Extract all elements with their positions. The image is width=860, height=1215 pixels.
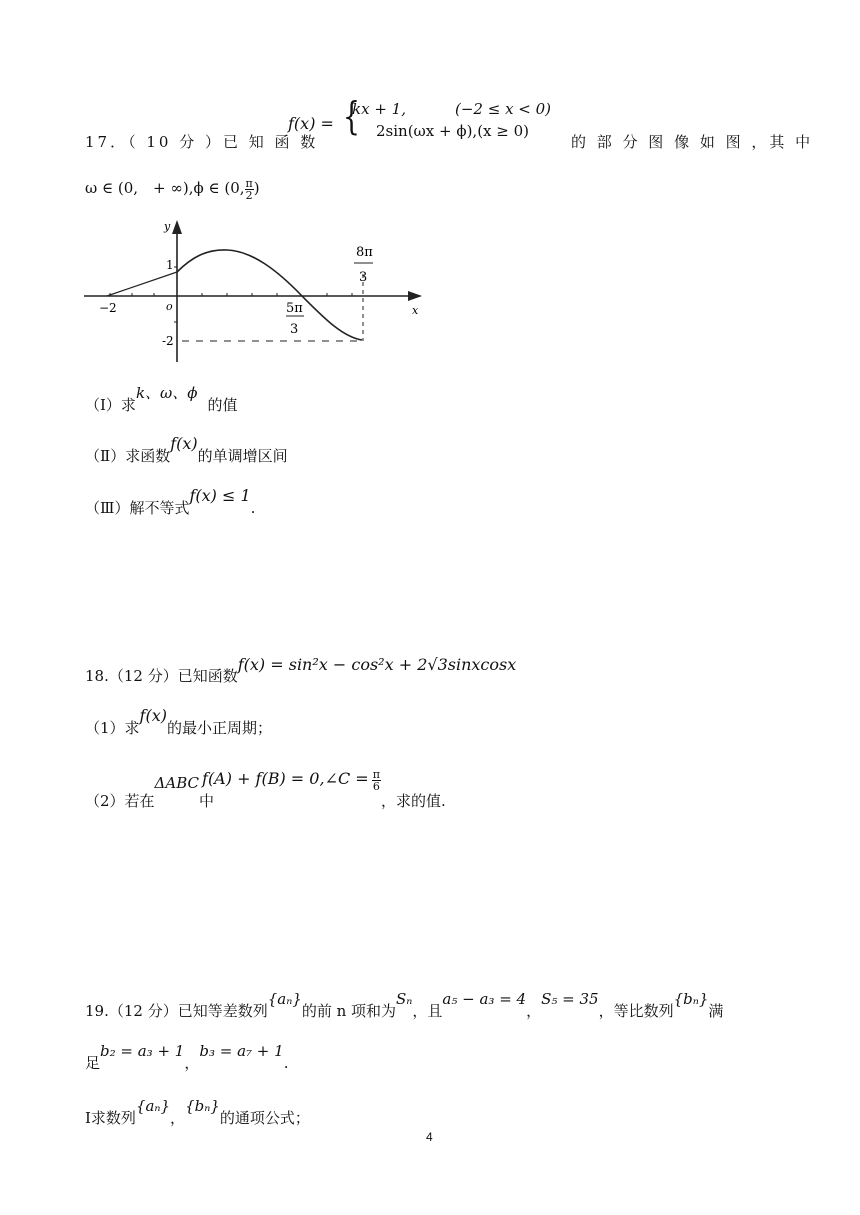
q17-part3-math: f(x) ≤ 1 bbox=[189, 486, 251, 505]
q19-comma1: ， bbox=[526, 1002, 542, 1020]
q18-part2-suffix: ，求的值. bbox=[380, 792, 446, 810]
q17-domain-text: ω ∈ (0, + ∞),ϕ ∈ (0, bbox=[85, 179, 245, 197]
tick-neg2-label: −2 bbox=[99, 301, 117, 315]
q17-part1-suffix: 的值 bbox=[207, 396, 238, 414]
q19-seq-a: {aₙ} bbox=[267, 990, 302, 1008]
q18-frac-num: π bbox=[372, 767, 380, 781]
q19-cond4: b₃ = a₇ + 1 bbox=[199, 1042, 284, 1060]
q17-prefix: 17．（ 10 分 ）已 知 函 数 bbox=[85, 133, 319, 151]
q17-part3-prefix: （Ⅲ）解不等式 bbox=[85, 499, 190, 517]
q18-part1-suffix: 的最小正周期； bbox=[166, 719, 272, 737]
q17-suffix: 的 部 分 图 像 如 图 ，其 中 bbox=[571, 133, 814, 151]
y-axis-label: y bbox=[164, 220, 171, 233]
q19-cond3: b₂ = a₃ + 1 bbox=[100, 1042, 185, 1060]
q17-close: ) bbox=[253, 179, 260, 197]
q19-part1-suffix: 的通项公式； bbox=[219, 1109, 310, 1127]
origin-label: o bbox=[166, 300, 173, 313]
q17-part1 bbox=[85, 384, 238, 415]
q17-brace: { bbox=[343, 94, 360, 138]
q17-part2-math: f(x) bbox=[170, 434, 198, 453]
q18-part2-math: f(A) + f(B) = 0,∠C = bbox=[202, 769, 369, 788]
q17-part2-prefix: （Ⅱ）求函数 bbox=[85, 447, 171, 465]
q17-part3-suffix: . bbox=[250, 499, 256, 517]
y-axis-arrow bbox=[172, 220, 182, 234]
q19-period: . bbox=[283, 1054, 289, 1072]
q18-part2-triangle: ΔABC bbox=[154, 774, 199, 792]
q19-part1-comma: ， bbox=[170, 1109, 186, 1127]
q19-prefix: 19.（12 分）已知等差数列 bbox=[85, 1002, 268, 1020]
q18-part2 bbox=[85, 767, 446, 814]
q18-prefix: 18.（12 分）已知函数 bbox=[85, 667, 238, 685]
q17-case2-expr: 2sin(ωx + ϕ),(x ≥ 0) bbox=[376, 122, 530, 140]
sine-curve bbox=[177, 250, 362, 340]
page-number: 4 bbox=[426, 1130, 433, 1144]
q19-mid3: ，等比数列 bbox=[598, 1002, 674, 1020]
q19-part1-prefix: Ⅰ求数列 bbox=[85, 1109, 136, 1127]
x-axis-arrow bbox=[408, 291, 422, 301]
tick-neg2-y-label: -2 bbox=[162, 334, 174, 348]
q17-domain bbox=[85, 177, 260, 201]
q17-case1-cond: (−2 ≤ x < 0) bbox=[455, 100, 552, 118]
q17-graph bbox=[82, 212, 432, 367]
q19-mid1: 的前 n 项和为 bbox=[301, 1002, 397, 1020]
tick-1-label: 1 bbox=[166, 258, 174, 272]
q19-seq-b: {bₙ} bbox=[673, 990, 709, 1008]
q19-line2-start: 足 bbox=[85, 1054, 101, 1072]
q17-part1-math: k、ω、ϕ bbox=[135, 384, 198, 402]
tick-5pi-num: 5π bbox=[286, 301, 303, 316]
q19-sum-s: Sₙ bbox=[396, 990, 413, 1008]
q18-header bbox=[85, 655, 517, 686]
q18-part1-math: f(x) bbox=[139, 706, 167, 725]
q19-mid2: ，且 bbox=[412, 1002, 443, 1020]
tick-5pi-den: 3 bbox=[290, 322, 299, 337]
q19-cond2: S₅ = 35 bbox=[541, 990, 599, 1008]
q17-pi-den: 2 bbox=[245, 188, 253, 202]
q19-part1-seq-a: {aₙ} bbox=[135, 1097, 171, 1115]
q18-formula: f(x) = sin²x − cos²x + 2√3sinxcosx bbox=[237, 655, 517, 674]
linear-segment bbox=[107, 272, 177, 296]
tick-8pi-num: 8π bbox=[356, 245, 373, 260]
q19-line1 bbox=[85, 990, 724, 1021]
x-axis-label: x bbox=[412, 304, 419, 317]
q19-line2 bbox=[85, 1042, 289, 1073]
q19-part1 bbox=[85, 1097, 310, 1128]
q19-part1-seq-b: {bₙ} bbox=[185, 1097, 220, 1115]
q17-pi-num: π bbox=[245, 176, 253, 190]
q17-part3 bbox=[85, 486, 256, 518]
q19-comma2: ， bbox=[184, 1054, 200, 1072]
q18-pi-over-6 bbox=[372, 769, 381, 792]
q17-part2-suffix: 的单调增区间 bbox=[197, 447, 288, 465]
q17-part2 bbox=[85, 434, 288, 466]
q17-pi-over-2 bbox=[245, 178, 254, 201]
q18-frac-den: 6 bbox=[372, 779, 380, 793]
q18-part1 bbox=[85, 706, 272, 738]
q17-fx-lhs: f(x) = bbox=[288, 114, 334, 133]
q18-part2-prefix: （2）若在 bbox=[85, 792, 155, 810]
q18-part2-mid: 中 bbox=[199, 792, 215, 810]
q19-cond1: a₅ − a₃ = 4 bbox=[442, 990, 527, 1008]
tick-8pi-den: 3 bbox=[359, 270, 368, 285]
q17-case1-expr: kx + 1, bbox=[352, 100, 406, 118]
q18-part1-prefix: （1）求 bbox=[85, 719, 140, 737]
q17-part1-prefix: （Ⅰ）求 bbox=[85, 396, 136, 414]
q19-end1: 满 bbox=[708, 1002, 724, 1020]
